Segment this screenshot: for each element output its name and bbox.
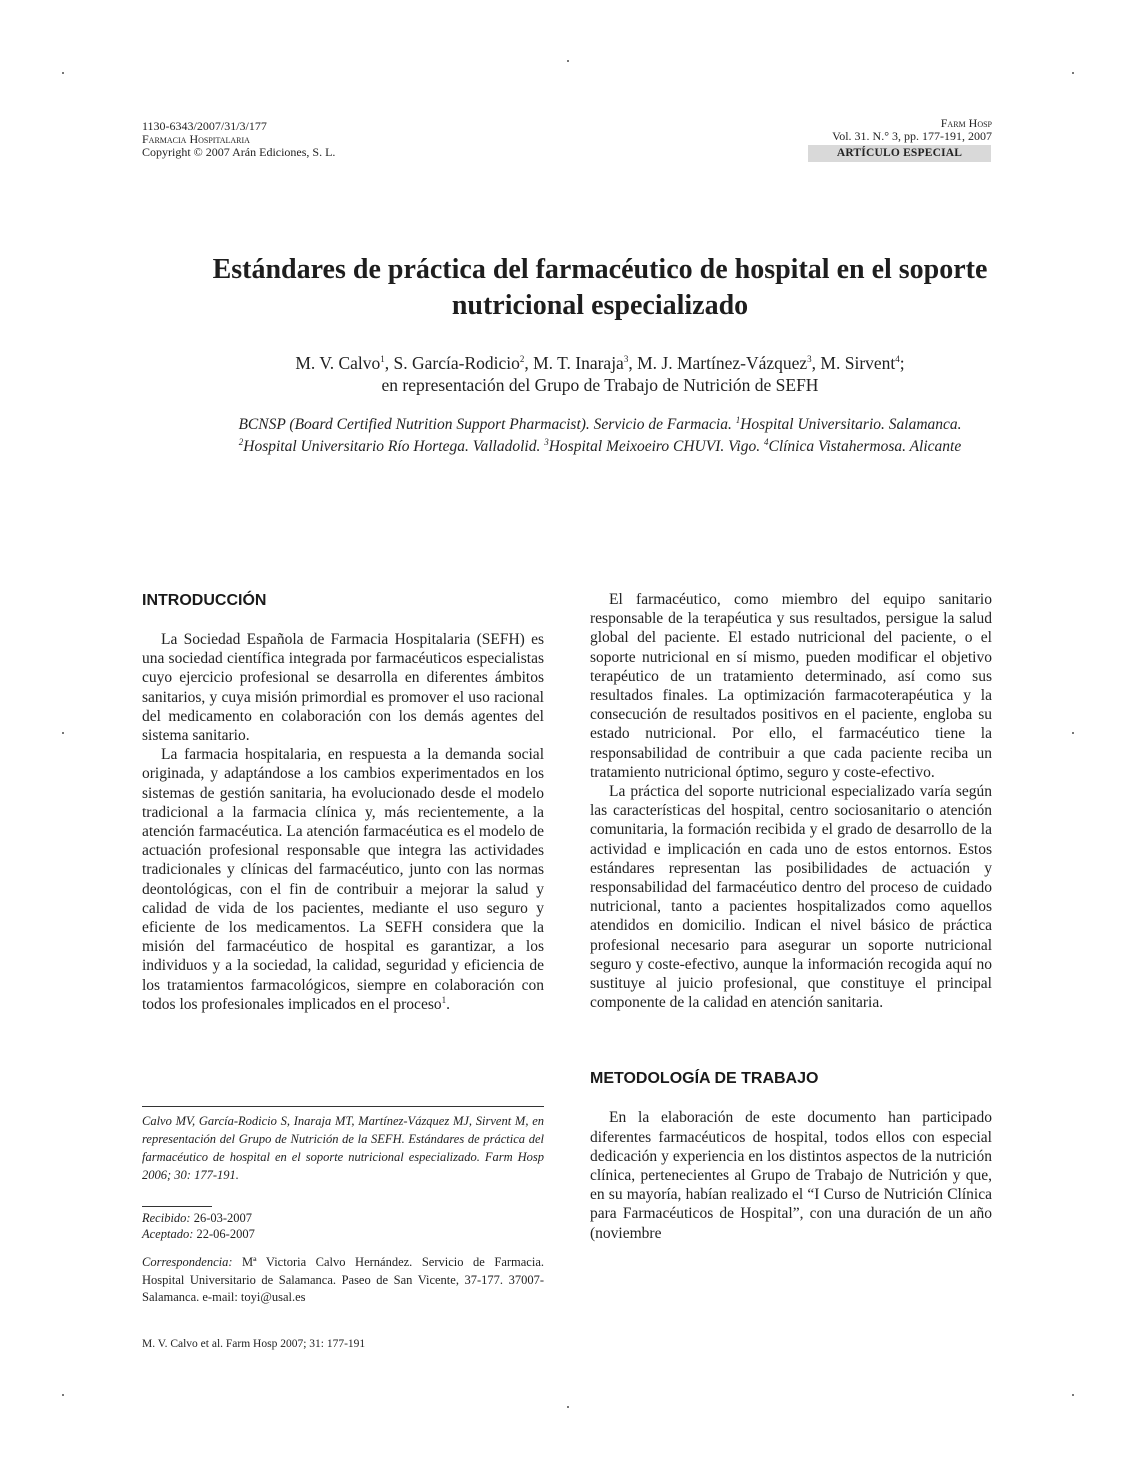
affiliation-intro: BCNSP (Board Certified Nutrition Support Pharmacist). Servicio de Farmacia. (238, 416, 732, 433)
affiliation-marker: 3 (623, 354, 629, 365)
affiliation-line (100, 414, 1100, 436)
correspondence (142, 1254, 544, 1307)
accepted-value: 22-06-2007 (196, 1227, 255, 1241)
right-column (590, 590, 992, 1243)
section-heading-introduction: INTRODUCCIÓN (142, 592, 267, 609)
journal-header-left (142, 120, 335, 159)
paragraph: La práctica del soporte nutricional especializado varía según las características del hospital, centro sociosanitario o atención comunitaria, la formación recibida y el grado de desarrollo de la actividad e implicación en cada uno de estos entornos. Estos estándares representan las posibilidades de actuación y responsabilidad del farmacéutico dentro del proceso de cuidado nutricional, tanto a pacientes hospitalizados como aquellos atendidos en domicilio. Indican el nivel básico de práctica profesional necesario para asegurar un soporte nutricional seguro y coste-efectivo, aunque la información recogida aquí no sustituye al juicio profesional, que constituye el principal componente de la calidad en atención sanitaria. (590, 783, 992, 1012)
paragraph-end: . (446, 995, 450, 1013)
paragraph: En la elaboración de este documento han participado diferentes farmacéuticos de hospital, todos ellos con especial dedicación y experiencia en los distintos aspectos de la nutrición clínica, pertenecientes al Grupo de Trabajo de Nutrición y que, en su mayoría, habían realizado el “I Curso de Nutrición Clínica para Farmacéuticos de Hospital”, con una duración de un año (noviembre (590, 1109, 992, 1242)
dates-divider (142, 1206, 212, 1207)
section-heading-methodology: METODOLOGÍA DE TRABAJO (590, 1070, 819, 1088)
affiliations (100, 414, 1100, 458)
author-group: en representación del Grupo de Trabajo de Nutrición de SEFH (381, 375, 819, 395)
journal-name: Farmacia Hospitalaria (142, 132, 250, 146)
affiliation: Hospital Meixoeiro CHUVI. Vigo. (548, 438, 761, 455)
crop-mark (567, 1406, 569, 1408)
citation-divider (142, 1106, 544, 1107)
received-value: 26-03-2007 (193, 1211, 253, 1225)
received-label: Recibido: (142, 1211, 191, 1225)
volume-info: Vol. 31. N.° 3, pp. 177-191, 2007 (832, 129, 992, 143)
crop-mark (1072, 1394, 1074, 1396)
crop-mark (62, 732, 64, 734)
affiliation-number: 2 (238, 436, 244, 447)
affiliation-number: 1 (735, 414, 741, 425)
crop-mark (1072, 72, 1074, 74)
left-column (142, 590, 544, 1014)
copyright: Copyright © 2007 Arán Ediciones, S. L. (142, 145, 336, 159)
author: M. J. Martínez-Vázquez (637, 353, 808, 373)
affiliation-number: 3 (544, 436, 549, 447)
author: S. García-Rodicio (393, 353, 520, 373)
affiliation-marker: 3 (807, 354, 812, 365)
affiliation: Hospital Universitario Río Hortega. Valladolid. (243, 438, 541, 455)
crop-mark (62, 1394, 64, 1396)
affiliation-number: 4 (763, 436, 769, 447)
paragraph: El farmacéutico, como miembro del equipo sanitario responsable de la terapéutica y sus resultados, persigue la salud global del paciente. El estado nutricional del paciente, o el soporte nutricional en sí mismo, pueden modificar el objetivo terapéutico de un tratamiento determinado, así como sus resultados finales. La optimización farmacoterapéutica y la consecución de resultados positivos en el paciente, engloba su estado nutricional. Por ello, el farmacéutico tiene la responsabilidad de contribuir a que cada paciente reciba un tratamiento nutricional óptimo, seguro y coste-efectivo. (590, 591, 992, 781)
reference-marker: 1 (441, 994, 447, 1005)
title-line: nutricional especializado (451, 290, 749, 321)
title-line: Estándares de práctica del farmacéutico de hospital en el soporte (212, 254, 988, 285)
correspondence-label: Correspondencia: (142, 1255, 233, 1269)
journal-header-right (832, 117, 992, 143)
article-type-badge: ARTÍCULO ESPECIAL (808, 145, 991, 162)
author-names: M. V. Calvo$^1$, S. García-Rodicio$^2$, M. T. Inaraja$^3$, M. J. Martínez-Vázquez$^3$, M. Sirvent$^4$; (295, 353, 905, 373)
issn: 1130-6343/2007/31/3/177 (142, 119, 267, 133)
affiliation-marker: 1 (380, 354, 385, 365)
affiliation: Hospital Universitario. Salamanca. (740, 416, 962, 433)
affiliation-line (100, 436, 1100, 458)
author: M. T. Inaraja (533, 353, 624, 373)
paragraph (142, 745, 544, 1014)
crop-mark (62, 72, 64, 74)
affiliation: Clínica Vistahermosa. Alicante (768, 438, 962, 455)
article-title (100, 252, 1100, 324)
accepted-date (142, 1226, 255, 1242)
paragraph-text: La farmacia hospitalaria, en respuesta a la demanda social originada, y adaptándose a los cambios experimentados en los sistemas de gestión sanitaria, ha evolucionado desde el modelo tradicional a la farmacia clínica y, más recientemente, a la atención farmacéutica. La atención farmacéutica es el modelo de actuación profesional responsable que integra las actividades tradicionales y clínicas del farmacéutico, junto con las normas deontológicas, con el fin de contribuir a mejorar la salud y calidad de vida de los pacientes, mediante el uso seguro y eficiente de los medicamentos. La SEFH considera que la misión del farmacéutico de hospital es garantizar, a los individuos y a la sociedad, la calidad, seguridad y eficiencia de los tratamientos farmacológicos, siempre en colaboración con todos los profesionales implicados en el proceso (142, 746, 544, 1013)
received-date (142, 1210, 255, 1226)
citation: Calvo MV, García-Rodicio S, Inaraja MT, Martínez-Vázquez MJ, Sirvent M, en representación del Grupo de Nutrición de la SEFH. Estándares de práctica del farmacéutico de hospital en el soporte nutricional especializado. Farm Hosp 2006; 30: 177-191. (142, 1114, 544, 1182)
crop-mark (567, 60, 569, 62)
journal-abbrev: Farm Hosp (940, 116, 992, 130)
page-footer: M. V. Calvo et al. Farm Hosp 2007; 31: 177-191 (142, 1338, 366, 1350)
affiliation-marker: 4 (895, 354, 900, 365)
author: M. V. Calvo (295, 353, 381, 373)
accepted-label: Aceptado: (142, 1227, 194, 1241)
affiliation-marker: 2 (519, 354, 525, 365)
paragraph: La Sociedad Española de Farmacia Hospitalaria (SEFH) es una sociedad científica integrada por farmacéuticos especialistas cuyo ejercicio profesional se desarrolla en diferentes ámbitos sanitarios, y cuya misión primordial es promover el uso racional del medicamento en colaboración con los demás agentes del sistema sanitario. (142, 631, 544, 745)
correspondence-text: Mª Victoria Calvo Hernández. Servicio de Farmacia. Hospital Universitario de Salamanca. Paseo de San Vicente, 37-177. 37007-Salamanca. e-mail: toyi@usal.es (142, 1255, 544, 1304)
author: M. Sirvent (820, 353, 896, 373)
dates (142, 1210, 255, 1242)
author-list (100, 352, 1100, 396)
crop-mark (1072, 732, 1074, 734)
